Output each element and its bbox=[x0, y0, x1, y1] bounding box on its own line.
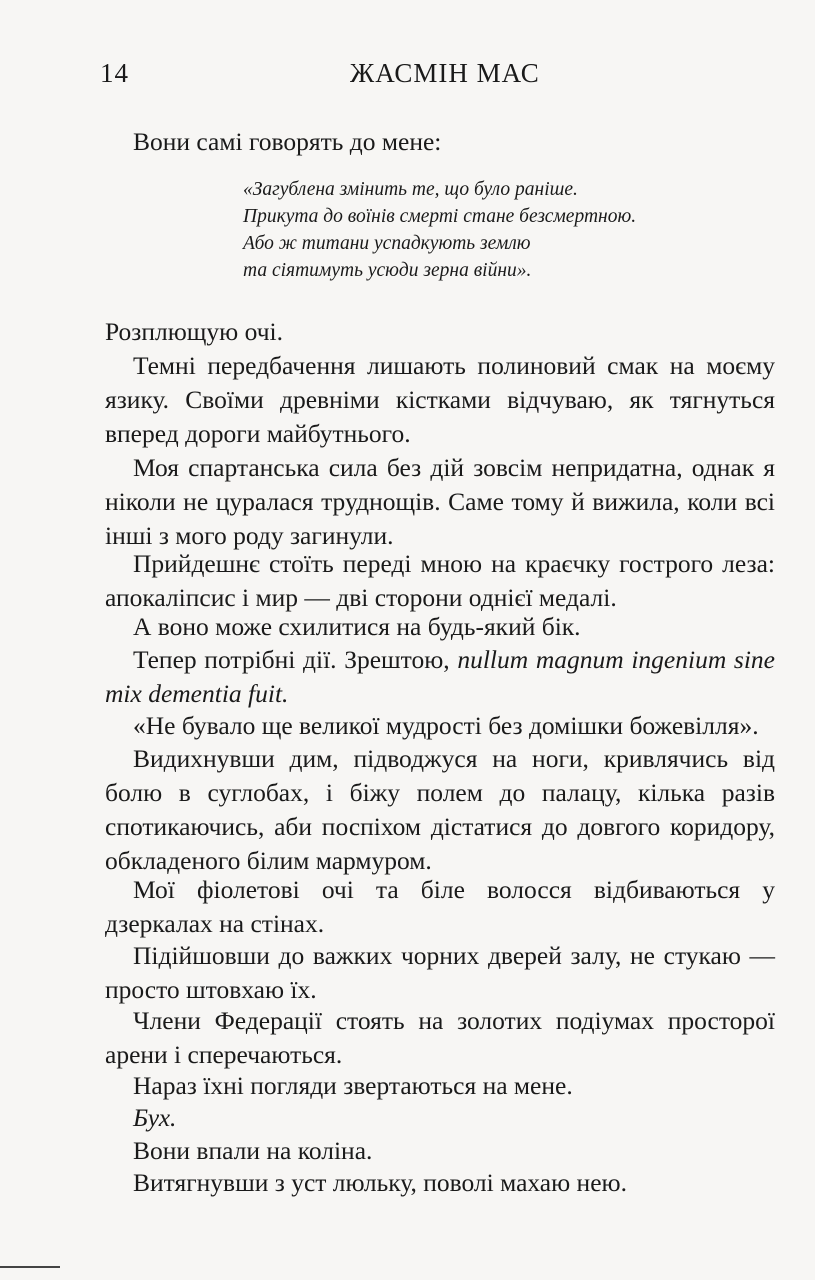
running-head-author: ЖАСМІН МАС bbox=[350, 58, 540, 88]
page-number: 14 bbox=[100, 58, 129, 88]
epigraph-line: Прикута до воїнів смерті стане безсмертною. bbox=[243, 206, 637, 227]
paragraph: Темні передбачення лишають полиновий смак на моєму язику. Своїми древніми кістками відчуваю, як тягнуться вперед дороги майбутнього. bbox=[105, 351, 775, 448]
epigraph-line: «Загублена змінить те, що було раніше. bbox=[243, 179, 578, 200]
paragraph-text: Тепер потрібні дії. Зрештою, bbox=[133, 645, 458, 674]
paragraph: Підійшовши до важких чорних дверей залу, не стукаю — просто штовхаю їх. bbox=[105, 941, 775, 1004]
paragraph-latin-quote bbox=[105, 643, 775, 711]
paragraph: Розплющую очі. bbox=[105, 317, 283, 346]
paragraph: Нараз їхні погляди звертаються на мене. bbox=[133, 1071, 573, 1100]
epigraph-block bbox=[243, 176, 743, 284]
paragraph-onomatopoeia: Бух. bbox=[133, 1103, 177, 1132]
paragraph: Вони впали на коліна. bbox=[133, 1136, 373, 1165]
paragraph: А воно може схилитися на будь-який бік. bbox=[133, 612, 581, 641]
latin-phrase: nullum magnum ingenium sine mix dementia fuit. bbox=[105, 645, 775, 708]
paragraph: Мої фіолетові очі та біле волосся відбиваються у дзеркалах на стінах. bbox=[105, 875, 775, 938]
paragraph: «Не бувало ще великої мудрості без домішки божевілля». bbox=[133, 711, 759, 740]
intro-line: Вони самі говорять до мене: bbox=[133, 127, 442, 156]
scan-edge-line bbox=[0, 1266, 60, 1268]
paragraph: Моя спартанська сила без дій зовсім непридатна, однак я ніколи не цуралася труднощів. Саме тому й вижила, коли всі інші з мого роду загинули. bbox=[105, 453, 775, 550]
paragraph: Видихнувши дим, підводжуся на ноги, кривлячись від болю в суглобах, і біжу полем до палацу, кілька разів спотикаючись, аби поспіхом дістатися до довгого коридору, обкладеного білим мармуром. bbox=[105, 744, 775, 875]
epigraph-line: Або ж титани успадкують землю bbox=[243, 233, 531, 254]
epigraph-line: та сіятимуть усюди зерна війни». bbox=[243, 260, 532, 281]
paragraph: Прийдешнє стоїть переді мною на краєчку гострого леза: апокаліпсис і мир — дві сторони однієї медалі. bbox=[105, 549, 775, 612]
paragraph: Члени Федерації стоять на золотих подіумах просторої арени і сперечаються. bbox=[105, 1006, 775, 1069]
paragraph: Витягнувши з уст люльку, поволі махаю нею. bbox=[133, 1168, 627, 1197]
